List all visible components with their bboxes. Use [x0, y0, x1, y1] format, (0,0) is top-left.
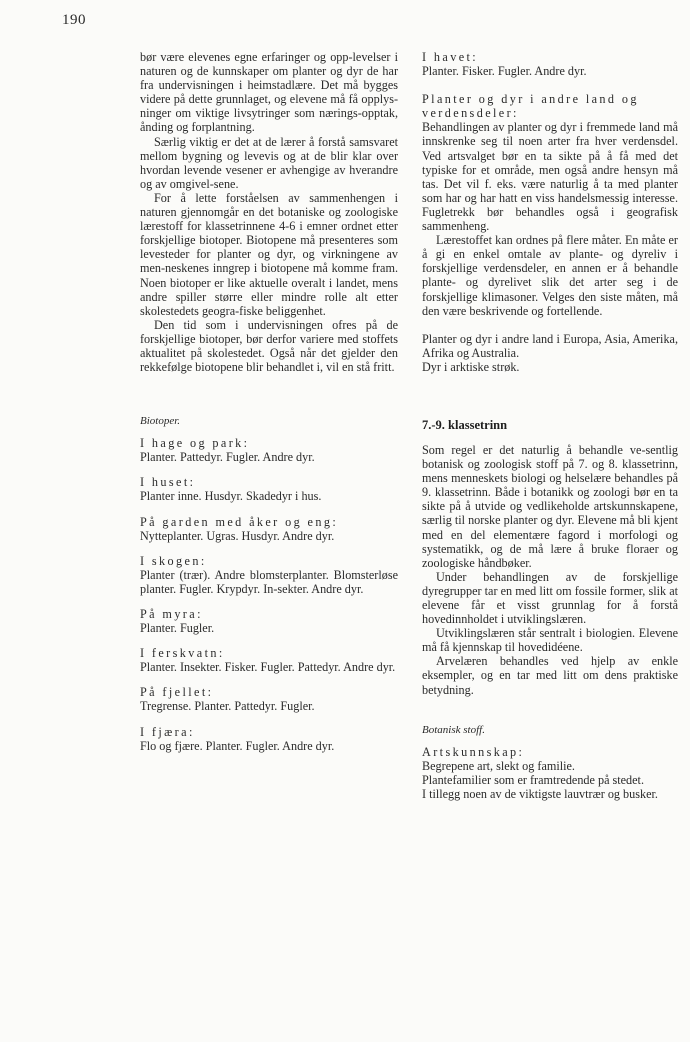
- biotope-title: På myra:: [140, 607, 203, 621]
- left-column: [140, 50, 398, 753]
- section-paragraph-4: Arvelæren behandles ved hjelp av enkle eksempler, og en tar med litt om dens praktiske betydning.: [422, 654, 678, 697]
- intro-paragraph-2: Særlig viktig er det at de lærer å forstå samsvaret mellom bygning og levevis og at de blir klar over hvordan levende vesener er avhengige av hverandre og av omgivel-sene.: [140, 134, 398, 191]
- andre-land-section: [422, 92, 678, 374]
- biotope-title: I hage og park:: [140, 436, 250, 451]
- biotope-items: Planter. Fugler.: [140, 621, 215, 636]
- andre-land-title: Planter og dyr i andre land og verdensdeler:: [422, 92, 639, 121]
- section-paragraph-1: Som regel er det naturlig å behandle ve-sentlig botanisk og zoologisk stoff på 7. og 8. klassetrinn, mens menneskets biologi og helselære behandles på 9. klassetrinn. Både i botanikk og zoologi bør en ta sikte på å utvide og vedlikeholde artskunnskapene, særlig til norske planter og dyr. Elevene må bli kjent med en del elementære fagord i morfologi og systematikk, og de må lære å bruke floraer og zoologiske håndbøker.: [422, 442, 678, 570]
- intro-paragraph-3: For å lette forståelsen av sammenhengen i naturen gjennomgår en det botaniske og zoologiske lærestoff for klassetrinnene 4-6 i emner ordnet etter forskjellige biotoper. Biotopene må presenteres som levesteder for planter og dyr, og virkningene av men-neskenes inngrep i biotopene må komme fram. Noen biotoper er like aktuelle overalt i landet, mens andre spiller større eller mindre rolle alt etter skolestedets geogra-fiske beliggenhet.: [140, 190, 398, 318]
- andre-land-paragraph-2: Lærestoffet kan ordnes på flere måter. En måte er å gi en enkel omtale av plante- og dyreliv i forskjellige verdensdeler, en annen er å behandle plante- og dyrelivet slik det arter seg i de forskjellige klimasoner. Velges den siste måten, må den være beskrivende og fortellende.: [422, 233, 678, 318]
- artskunnskap-item: Begrepene art, slekt og familie.: [422, 758, 575, 773]
- section-paragraph-2: Under behandlingen av de forskjellige dyregrupper tar en med litt om fossile former, slik at elevene får et visst grunnlag for å forstå hovedinnholdet i utviklingslæren.: [422, 569, 678, 627]
- biotope-garden: [140, 515, 398, 543]
- andre-land-list-item: Planter og dyr i andre land i Europa, Asia, Amerika, Afrika og Australia.: [422, 331, 678, 360]
- biotope-items: Planter. Pattedyr. Fugler. Andre dyr.: [140, 450, 315, 465]
- botanisk-heading: Botanisk stoff.: [422, 723, 485, 736]
- biotope-title: I huset:: [140, 475, 196, 490]
- biotope-items: Tregrense. Planter. Pattedyr. Fugler.: [140, 699, 315, 714]
- biotope-huset: [140, 475, 398, 503]
- intro-paragraph-4: Den tid som i undervisningen ofres på de forskjellige biotoper, bør derfor variere med stoffets aktualitet på skolestedet. Også når det gjelder den rekkefølge biotopene blir behandlet i, vil en stå fritt.: [140, 317, 398, 375]
- artskunnskap-item: Plantefamilier som er framtredende på stedet.: [422, 772, 644, 787]
- biotope-title: I fjæra:: [140, 724, 195, 739]
- biotope-myra: [140, 607, 398, 635]
- artskunnskap-item: I tillegg noen av de viktigste lauvtrær og busker.: [422, 786, 658, 801]
- page-number: 190: [62, 12, 86, 28]
- biotope-hage: [140, 436, 398, 464]
- biotope-fjaera: [140, 725, 398, 753]
- biotope-title: På fjellet:: [140, 685, 214, 700]
- biotope-items: Planter. Fisker. Fugler. Andre dyr.: [422, 64, 587, 79]
- section-paragraph-3: Utviklingslæren står sentralt i biologien. Elevene må få kjennskap til hovedidéene.: [422, 626, 678, 655]
- biotope-items: Flo og fjære. Planter. Fugler. Andre dyr.: [140, 738, 335, 753]
- biotope-havet: [422, 50, 678, 78]
- biotope-items: Planter. Insekter. Fisker. Fugler. Pattedyr. Andre dyr.: [140, 660, 396, 675]
- artskunnskap-title: Artskunnskap:: [422, 744, 525, 759]
- biotope-items: Nytteplanter. Ugras. Husdyr. Andre dyr.: [140, 528, 335, 543]
- intro-paragraph-1: bør være elevenes egne erfaringer og opp-levelser i naturen og de kunnskaper om planter og dyr de har fra undervisningen i heimstadlære. Det må bygges videre på dette grunnlaget, og elevene må få opplys-ninger om viktige livsytringer som nærings-opptak, ånding og forplantning.: [140, 50, 398, 135]
- section-title: 7.-9. klassetrinn: [422, 417, 508, 432]
- right-column: [422, 50, 678, 801]
- andre-land-paragraph-1: Behandlingen av planter og dyr i fremmede land må innskrenke seg til noen arter fra hver verdensdel. Ved artsvalget bør en ta sikte på å få med det typiske for et område, men også andre hensyn må tas. Det vil f. eks. være naturlig å ta med planter som har og har hatt en viss handelsmessig interesse. Fugletrekk bør behandles også i geografisk sammenheng.: [422, 120, 678, 234]
- biotope-title: På garden med åker og eng:: [140, 514, 339, 529]
- biotope-items: Planter (trær). Andre blomsterplanter. Blomsterløse planter. Fugler. Krypdyr. In-sekter. Andre dyr.: [140, 567, 398, 596]
- biotope-title: I skogen:: [140, 553, 207, 568]
- biotope-title: I ferskvatn:: [140, 646, 225, 661]
- andre-land-list-item: Dyr i arktiske strøk.: [422, 359, 520, 374]
- biotope-skogen: [140, 554, 398, 596]
- biotope-fjellet: [140, 685, 398, 713]
- biotope-ferskvatn: [140, 646, 398, 674]
- biotope-items: Planter inne. Husdyr. Skadedyr i hus.: [140, 489, 322, 504]
- biotope-title: I havet:: [422, 50, 479, 64]
- biotoper-heading: Biotoper.: [140, 415, 181, 428]
